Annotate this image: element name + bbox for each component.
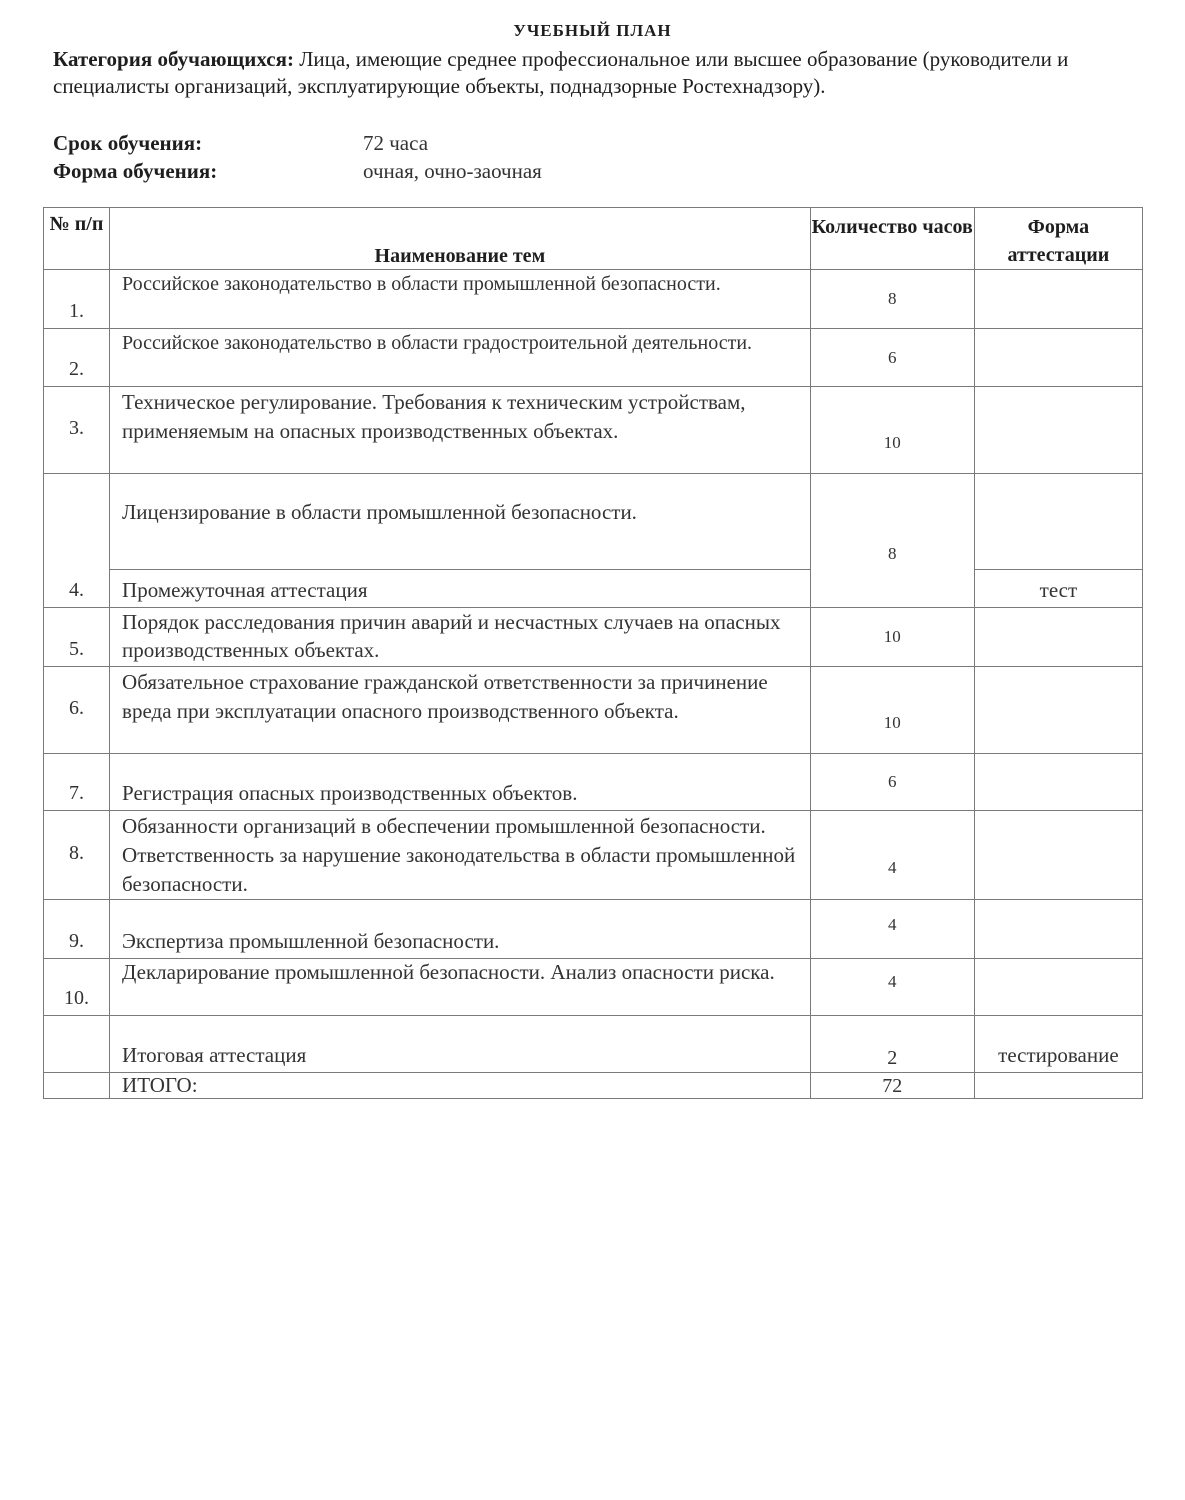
row-topic: Техническое регулирование. Требования к техническим устройствам, применяемым на опасных производственных объектах.	[110, 387, 811, 474]
row-hours: 72	[810, 1073, 974, 1099]
table-row	[44, 811, 1143, 900]
row-attestation: тест	[974, 570, 1142, 608]
row-attestation	[974, 754, 1142, 811]
row-topic: Промежуточная аттестация	[110, 570, 811, 608]
row-topic: Российское законодательство в области градостроительной деятельности.	[110, 329, 811, 387]
row-hours: 10	[810, 387, 974, 474]
row-number: 9.	[44, 900, 110, 959]
row-attestation	[974, 329, 1142, 387]
table-row	[44, 387, 1143, 474]
row-hours: 4	[810, 959, 974, 1016]
category-value: Лица, имеющие среднее профессиональное или высшее образование (руководители и специалисты организаций, эксплуатирующие объекты, поднадзорные Ростехнадзору).	[53, 47, 1069, 98]
row-number: 10.	[44, 959, 110, 1016]
row-number: 2.	[44, 329, 110, 387]
header-number: № п/п	[44, 208, 110, 270]
table-row	[44, 667, 1143, 754]
row-attestation	[974, 387, 1142, 474]
row-topic: ИТОГО:	[110, 1073, 811, 1099]
row-attestation	[974, 959, 1142, 1016]
document-title: УЧЕБНЫЙ ПЛАН	[513, 21, 672, 40]
row-number: 5.	[44, 608, 110, 667]
row-number: 7.	[44, 754, 110, 811]
row-topic: Итоговая аттестация	[110, 1016, 811, 1073]
row-topic: Экспертиза промышленной безопасности.	[110, 900, 811, 959]
row-topic: Обязательное страхование гражданской ответственности за причинение вреда при эксплуатации опасного производственного объекта.	[110, 667, 811, 754]
row-topic: Лицензирование в области промышленной безопасности.	[110, 474, 811, 570]
category-label: Категория обучающихся:	[53, 47, 294, 71]
row-attestation	[974, 900, 1142, 959]
row-topic: Декларирование промышленной безопасности. Анализ опасности риска.	[110, 959, 811, 1016]
row-hours: 10	[810, 608, 974, 667]
row-number	[44, 1073, 110, 1099]
table-row	[44, 329, 1143, 387]
row-number	[44, 1016, 110, 1073]
row-hours: 8	[810, 474, 974, 608]
row-topic: Порядок расследования причин аварий и несчастных случаев на опасных производственных объектах.	[110, 608, 811, 667]
row-attestation	[974, 474, 1142, 570]
table-row	[44, 1073, 1143, 1099]
header-attestation: Форма аттестации	[974, 208, 1142, 270]
table-row	[44, 608, 1143, 667]
row-hours: 8	[810, 270, 974, 329]
row-hours: 4	[810, 811, 974, 900]
row-hours: 6	[810, 329, 974, 387]
form-label: Форма обучения:	[53, 159, 218, 183]
row-number: 6.	[44, 667, 110, 754]
duration-label: Срок обучения:	[53, 131, 203, 155]
row-topic: Обязанности организаций в обеспечении промышленной безопасности. Ответственность за нарушение законодательства в области промышленной безопасности.	[110, 811, 811, 900]
table-row	[44, 474, 1143, 570]
row-topic: Российское законодательство в области промышленной безопасности.	[110, 270, 811, 329]
row-hours: 2	[810, 1016, 974, 1073]
table-row	[44, 959, 1143, 1016]
row-attestation	[974, 811, 1142, 900]
table-row	[44, 570, 1143, 608]
row-attestation: тестирование	[974, 1016, 1142, 1073]
table-header-row	[44, 208, 1143, 270]
header-name: Наименование тем	[110, 208, 811, 270]
row-topic: Регистрация опасных производственных объектов.	[110, 754, 811, 811]
curriculum-table	[43, 207, 1143, 1099]
table-row	[44, 270, 1143, 329]
row-number: 3.	[44, 387, 110, 474]
table-row	[44, 1016, 1143, 1073]
duration-value: 72 часа	[363, 131, 429, 155]
row-attestation	[974, 608, 1142, 667]
table-row	[44, 900, 1143, 959]
row-hours: 10	[810, 667, 974, 754]
row-hours: 4	[810, 900, 974, 959]
row-hours: 6	[810, 754, 974, 811]
row-attestation	[974, 1073, 1142, 1099]
row-attestation	[974, 667, 1142, 754]
table-row	[44, 754, 1143, 811]
row-attestation	[974, 270, 1142, 329]
row-number: 4.	[44, 474, 110, 608]
row-number: 1.	[44, 270, 110, 329]
row-number: 8.	[44, 811, 110, 900]
form-value: очная, очно-заочная	[363, 159, 542, 183]
header-hours: Количество часов	[810, 208, 974, 270]
category-block	[53, 46, 1133, 100]
